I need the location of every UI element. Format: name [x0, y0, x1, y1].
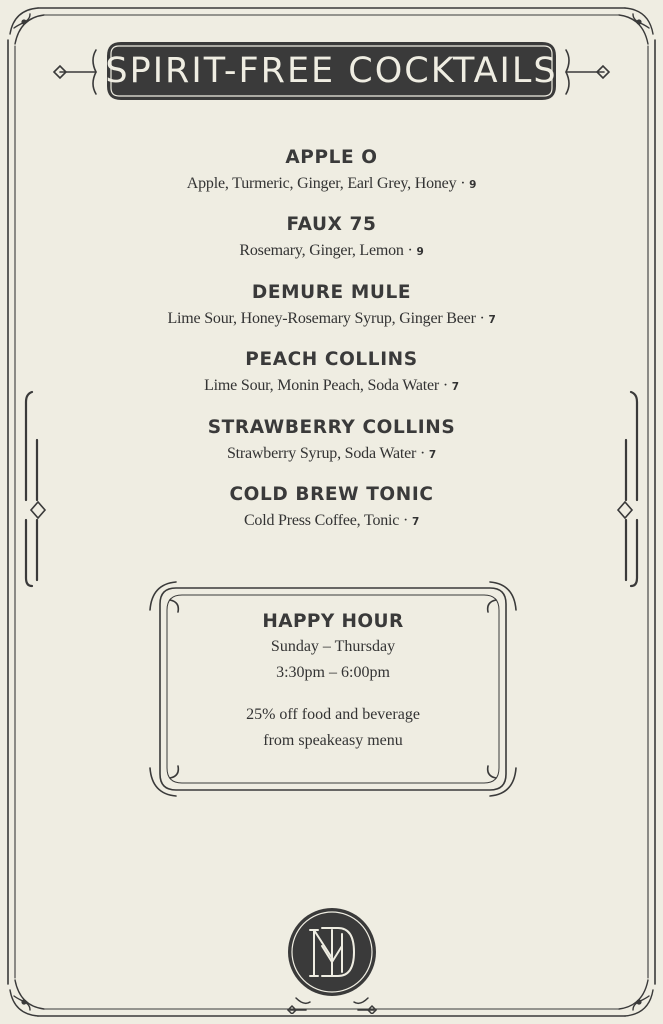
- happy-hour-days: Sunday – Thursday: [270, 638, 396, 655]
- list-item: [0, 213, 663, 280]
- list-item: [0, 483, 663, 550]
- list-item: [0, 416, 663, 483]
- page-title: SPIRIT-FREE COCKTAILS: [105, 51, 558, 91]
- happy-hour-offer: 25% off food and beverage: [246, 706, 420, 723]
- item-name: COLD BREW TONIC: [229, 483, 434, 505]
- item-name: PEACH COLLINS: [245, 349, 418, 371]
- list-item: [0, 146, 663, 213]
- list-item: [0, 281, 663, 348]
- item-name: APPLE O: [285, 147, 378, 168]
- item-description: Strawberry Syrup, Soda Water · 7: [226, 444, 437, 462]
- item-price: 7: [428, 448, 437, 461]
- cocktail-list: [0, 146, 663, 550]
- happy-hour-title: HAPPY HOUR: [262, 611, 404, 632]
- item-price: 7: [411, 515, 420, 528]
- item-name: DEMURE MULE: [251, 281, 412, 303]
- happy-hour-offer-detail: from speakeasy menu: [263, 732, 403, 749]
- happy-hour-hours: 3:30pm – 6:00pm: [276, 664, 390, 681]
- item-description: Lime Sour, Honey-Rosemary Syrup, Ginger Beer · 7: [167, 309, 496, 327]
- item-description: Apple, Turmeric, Ginger, Earl Grey, Honey · 9: [186, 175, 477, 192]
- item-price: 7: [488, 313, 496, 326]
- title-banner: [107, 42, 556, 100]
- item-description: Cold Press Coffee, Tonic · 7: [243, 511, 420, 529]
- item-name: STRAWBERRY COLLINS: [207, 416, 456, 438]
- monogram-logo: [286, 906, 378, 1014]
- happy-hour-box: [160, 588, 506, 790]
- item-price: 9: [469, 179, 477, 191]
- item-price: 9: [416, 246, 424, 259]
- item-description: Rosemary, Ginger, Lemon · 9: [239, 242, 424, 260]
- item-name: FAUX 75: [286, 214, 377, 236]
- item-price: 7: [451, 381, 459, 394]
- list-item: [0, 348, 663, 415]
- item-description: Lime Sour, Monin Peach, Soda Water · 7: [204, 377, 459, 395]
